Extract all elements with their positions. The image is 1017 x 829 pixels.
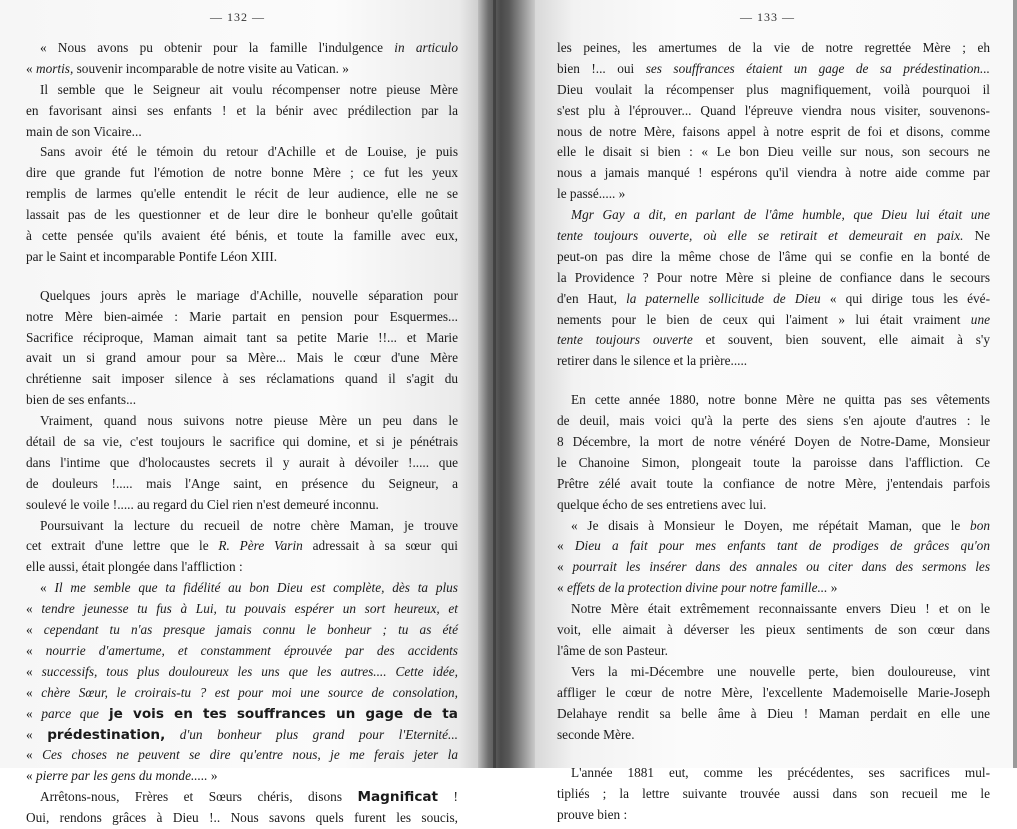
text-line xyxy=(557,516,990,537)
text-segment: nous a jamais manqué ! espérons qu'il viendra à notre aide comme par xyxy=(557,165,990,181)
italic-text: Il me semble que ta fidélité au bon Dieu est complète, dès ta plus xyxy=(54,580,458,596)
text-segment: chrétienne sait imposer silence à ses réclamations quand il s'agit du xyxy=(26,371,458,387)
italic-text: nourrie d'amertume, et constamment éprouvée par des accidents xyxy=(45,642,458,658)
text-segment: en favorisant ainsi ses enfants ! et la bénir avec prédilection par la xyxy=(26,102,458,118)
text-line xyxy=(557,226,990,247)
text-segment: « xyxy=(26,601,42,617)
text-line xyxy=(557,432,990,453)
text-segment: soulevé le voile !..... au regard du Ciel rien n'est demeuré inconnu. xyxy=(26,496,379,512)
text-segment: l'âme de son Pasteur. xyxy=(557,642,668,658)
text-line xyxy=(557,725,990,746)
text-line xyxy=(26,766,458,787)
text-line xyxy=(26,516,458,537)
text-line xyxy=(26,328,458,349)
text-line xyxy=(26,411,458,432)
text-segment: à cette pensée qu'ils avaient été bénis, et toute la famille avec eux, xyxy=(26,228,458,244)
text-line xyxy=(557,38,990,59)
text-line xyxy=(557,662,990,683)
text-segment: » xyxy=(827,580,838,596)
italic-text: mortis, xyxy=(35,60,74,76)
italic-text: Dieu a fait pour mes enfants tant de prodiges de grâces qu'on xyxy=(574,538,990,554)
text-segment: Oui, rendons grâces à Dieu !.. Nous savons quels furent les soucis, xyxy=(26,810,458,826)
italic-text: cependant tu n'as presque jamais connu le bonheur ; tu as été xyxy=(43,622,458,638)
text-segment: cet extrait d'une lettre que le xyxy=(26,538,219,554)
text-line xyxy=(557,101,990,122)
text-segment: » xyxy=(207,768,218,784)
text-segment: « xyxy=(557,559,573,575)
italic-text: pourrait les insérer dans des annales ou citer dans des sermons les xyxy=(572,559,990,575)
text-line xyxy=(557,80,990,101)
text-segment: seconde Mère. xyxy=(557,726,635,742)
text-segment: Dieu voulait la récompenser plus magnifiquement, voilà pourquoi il xyxy=(557,81,990,97)
text-segment: Vers la mi-Décembre une nouvelle perte, bien douloureuse, vint xyxy=(571,663,990,679)
text-line xyxy=(557,453,990,474)
text-segment: Sacrifice réciproque, Maman aimait tant sa petite Marie !!... et Marie xyxy=(26,329,458,345)
text-segment: nous de notre Mère, faisons appel à notre esprit de foi et disons, comme xyxy=(557,123,990,139)
text-segment: Sans avoir été le témoin du retour d'Achille et de Louise, je puis xyxy=(40,144,458,160)
text-segment: le Chanoine Simon, plongeait toute la paroisse dans l'affliction. Ce xyxy=(557,454,990,470)
text-segment: main de son Vicaire... xyxy=(26,123,142,139)
text-segment: le passé..... » xyxy=(557,186,626,202)
text-segment: « Je disais à Monsieur le Doyen, me répétait Maman, que le xyxy=(571,517,971,533)
text-line xyxy=(557,805,990,826)
text-segment: Il semble que le Seigneur ait voulu récompenser notre pieuse Mère xyxy=(40,81,458,97)
text-segment: les peines, les amertumes de la vie de notre regrettée Mère ; eh xyxy=(557,40,990,55)
text-line xyxy=(26,390,458,411)
text-line xyxy=(557,474,990,495)
italic-text: la paternelle sollicitude de Dieu xyxy=(626,290,821,306)
italic-text: parce que xyxy=(41,705,99,721)
left-page xyxy=(0,0,478,826)
italic-text: chère Sœur, le croirais-tu ? est pour moi une source de consolation, xyxy=(41,684,458,700)
italic-text: pierre par les gens du monde..... xyxy=(35,768,208,784)
text-segment: 8 Décembre, la mort de notre vénéré Doyen de Notre-Dame, Monsieur xyxy=(557,434,990,450)
text-line xyxy=(26,683,458,704)
text-line xyxy=(557,763,990,784)
text-segment: remplis de larmes qu'elle entendit le récit de leur audience, elle ne se xyxy=(26,186,458,202)
text-segment: de douleurs !..... mais l'Ange saint, en présence du Seigneur, a xyxy=(26,475,458,491)
text-segment: par le Saint et incomparable Pontife Léon XIII. xyxy=(26,248,278,264)
text-segment: « Nous avons pu obtenir pour la famille l'indulgence xyxy=(40,40,395,55)
text-line xyxy=(26,725,458,746)
text-line xyxy=(26,122,458,143)
text-line xyxy=(557,495,990,516)
text-segment: retirer dans le silence et la prière..... xyxy=(557,353,748,369)
text-segment: Poursuivant la lecture du recueil de notre chère Maman, je trouve xyxy=(40,517,458,533)
text-line xyxy=(26,348,458,369)
text-line xyxy=(26,101,458,122)
paragraph-gap xyxy=(557,745,990,763)
text-line xyxy=(26,536,458,557)
text-segment: notre Mère bien-aimée : Marie partait en pension pour Esquermes... xyxy=(26,308,458,324)
text-segment: Prêtre zélé avait toute la confiance de notre Mère, j'entendais parfois xyxy=(557,475,990,491)
paragraph-gap xyxy=(26,268,458,286)
italic-text: une xyxy=(970,311,990,327)
bold-text: je vois en tes souffrances un gage de ta xyxy=(98,705,458,722)
text-line xyxy=(557,351,990,372)
text-segment: « xyxy=(26,747,43,763)
text-line xyxy=(557,247,990,268)
text-line xyxy=(557,59,990,80)
text-line xyxy=(557,330,990,351)
text-line xyxy=(557,704,990,725)
text-segment: avait un si grand amour pour sa Mère... Mais le cœur d'une Mère xyxy=(26,350,458,366)
text-segment: « xyxy=(26,768,36,784)
text-segment: elle le disait si bien : « Le bon Dieu veille sur nous, son secours ne xyxy=(557,144,990,160)
text-segment: d'en Haut, xyxy=(557,290,627,306)
text-line xyxy=(557,536,990,557)
text-segment: « xyxy=(40,580,55,596)
text-segment: « qui dirige tous les évé- xyxy=(820,290,991,306)
italic-text: R. Père Varin xyxy=(218,538,303,554)
text-segment: ! xyxy=(438,789,458,805)
text-line xyxy=(557,784,990,805)
text-line xyxy=(557,310,990,331)
text-segment: Quelques jours après le mariage d'Achille, nouvelle séparation pour xyxy=(40,287,458,303)
text-line xyxy=(26,432,458,453)
text-line xyxy=(557,683,990,704)
text-line xyxy=(26,578,458,599)
text-segment: de deuil, mais voici qu'à la perte des siens s'en ajoute d'autres : le xyxy=(557,413,990,429)
text-line xyxy=(26,453,458,474)
italic-text: tente toujours ouverte, où elle se retirait et demeurait en paix. xyxy=(557,228,964,244)
italic-text: ses souffrances étaient un gage de sa prédestination... xyxy=(645,60,990,76)
text-line xyxy=(26,80,458,101)
text-line xyxy=(26,662,458,683)
text-segment: elle aussi, était plongée dans l'affliction : xyxy=(26,559,243,575)
text-line xyxy=(26,745,458,766)
text-segment: Delahaye rendit sa belle âme à Dieu ! Maman perdait en elle une xyxy=(557,705,990,721)
text-segment: nements pour le bien de ceux qui l'aiment » lui était vraiment xyxy=(557,311,971,327)
text-line xyxy=(26,474,458,495)
text-line xyxy=(26,226,458,247)
text-line xyxy=(557,641,990,662)
right-page-text xyxy=(557,38,990,826)
text-line xyxy=(557,578,990,599)
text-segment: L'année 1881 eut, comme les précédentes, ses sacrifices mul- xyxy=(571,765,990,781)
italic-text: Ces choses ne peuvent se dire qu'entre nous, je me ferais jeter la xyxy=(42,747,458,763)
text-line xyxy=(26,369,458,390)
text-segment: « xyxy=(26,642,46,658)
text-line xyxy=(557,184,990,205)
text-segment: bien !... oui xyxy=(557,60,646,76)
right-page xyxy=(535,0,1017,823)
text-segment: la Providence ? Pour notre Mère si pleine de confiance dans le secours xyxy=(557,269,990,285)
text-line xyxy=(557,205,990,226)
text-segment: Arrêtons-nous, Frères et Sœurs chéris, disons xyxy=(40,789,358,805)
text-line xyxy=(26,286,458,307)
text-segment: « xyxy=(26,705,42,721)
text-segment: voit, elle aimait à déverser les pieux sentiments de son cœur dans xyxy=(557,622,990,638)
text-line xyxy=(26,620,458,641)
left-page-text xyxy=(26,38,458,829)
text-segment: « xyxy=(557,538,575,554)
text-segment: affliger le cœur de notre Mère, l'excellente Mademoiselle Marie-Joseph xyxy=(557,684,990,700)
text-line xyxy=(26,163,458,184)
text-segment: détail de sa vie, c'est toujours le sacrifice qui domine, et si je pénétrais xyxy=(26,434,458,450)
page-number-left: — 132 — xyxy=(210,10,265,24)
text-line xyxy=(26,142,458,163)
text-line xyxy=(557,122,990,143)
text-line xyxy=(26,704,458,725)
text-line xyxy=(557,142,990,163)
text-line xyxy=(26,599,458,620)
text-segment: quelque écho de ses entretiens avec lui. xyxy=(557,496,767,512)
italic-text: successifs, tous plus douloureux les uns que les autres.... Cette idée, xyxy=(41,663,458,679)
text-line xyxy=(557,289,990,310)
text-line xyxy=(557,411,990,432)
text-line xyxy=(557,163,990,184)
bold-text: prédestination, xyxy=(47,726,166,743)
text-segment: tipliés ; la lettre suivante trouvée aussi dans son recueil me le xyxy=(557,786,990,802)
text-segment: « xyxy=(26,726,48,742)
text-line xyxy=(26,184,458,205)
text-segment: En cette année 1880, notre bonne Mère ne quitta pas ses vêtements xyxy=(571,392,990,408)
text-segment: s'est plu à l'éprouver... Quand l'épreuve viendra nous visiter, souvenons- xyxy=(557,102,990,118)
text-line xyxy=(26,808,458,829)
text-line xyxy=(26,247,458,268)
book-gutter xyxy=(478,0,535,768)
text-line xyxy=(26,205,458,226)
text-line xyxy=(26,307,458,328)
page-number-right: — 133 — xyxy=(740,10,795,24)
italic-text: d'un bonheur plus grand pour l'Eternité... xyxy=(165,726,458,742)
text-segment: « xyxy=(557,580,567,596)
text-line xyxy=(26,495,458,516)
text-segment: souvenir incomparable de notre visite au Vatican. » xyxy=(73,60,349,76)
text-segment: « xyxy=(26,684,42,700)
text-line xyxy=(557,557,990,578)
text-line xyxy=(557,268,990,289)
italic-text: tendre jeunesse tu fus à Lui, tu pouvais espérer un sort heureux, et xyxy=(41,601,458,617)
text-segment: Notre Mère était extrêmement reconnaissante envers Dieu ! et on le xyxy=(571,601,990,617)
italic-text: Mgr Gay a dit, en parlant de l'âme humble, que Dieu lui était une xyxy=(571,207,990,223)
text-line xyxy=(26,557,458,578)
paragraph-gap xyxy=(557,372,990,390)
text-segment: adressait à sa sœur qui xyxy=(302,538,458,554)
text-line xyxy=(557,390,990,411)
italic-text: in articulo xyxy=(394,40,458,55)
bold-text: Magnificat xyxy=(357,789,439,806)
text-line xyxy=(26,59,458,80)
page-edge xyxy=(1013,0,1017,768)
text-line xyxy=(26,641,458,662)
text-segment: « xyxy=(26,60,36,76)
italic-text: tente toujours ouverte xyxy=(557,332,693,348)
text-segment: bien de ses enfants... xyxy=(26,392,137,408)
text-line xyxy=(26,787,458,808)
text-segment: dans l'intime que d'holocaustes secrets il y aurait à dévoiler !..... que xyxy=(26,454,458,470)
text-segment: prouve bien : xyxy=(557,807,628,823)
text-segment: peut-on pas dire la même chose de l'âme qui se confie en la bonté de xyxy=(557,248,990,264)
text-segment: Vraiment, quand nous suivons notre pieuse Mère un peu dans le xyxy=(40,413,458,429)
text-segment: lassait pas de les questionner et de leur dire le bonheur qu'elle goûtait xyxy=(26,207,458,223)
italic-text: effets de la protection divine pour notre famille... xyxy=(566,580,828,596)
text-line xyxy=(557,599,990,620)
italic-text: bon xyxy=(970,517,990,533)
text-segment: dire que grande fut l'émotion de notre bonne Mère ; ce fut les yeux xyxy=(26,165,458,181)
text-segment: et souvent, bien souvent, elle aimait à s'y xyxy=(692,332,990,348)
text-segment: Ne xyxy=(963,228,990,244)
text-line xyxy=(26,38,458,59)
text-line xyxy=(557,620,990,641)
text-segment: « xyxy=(26,663,42,679)
text-segment: « xyxy=(26,622,44,638)
